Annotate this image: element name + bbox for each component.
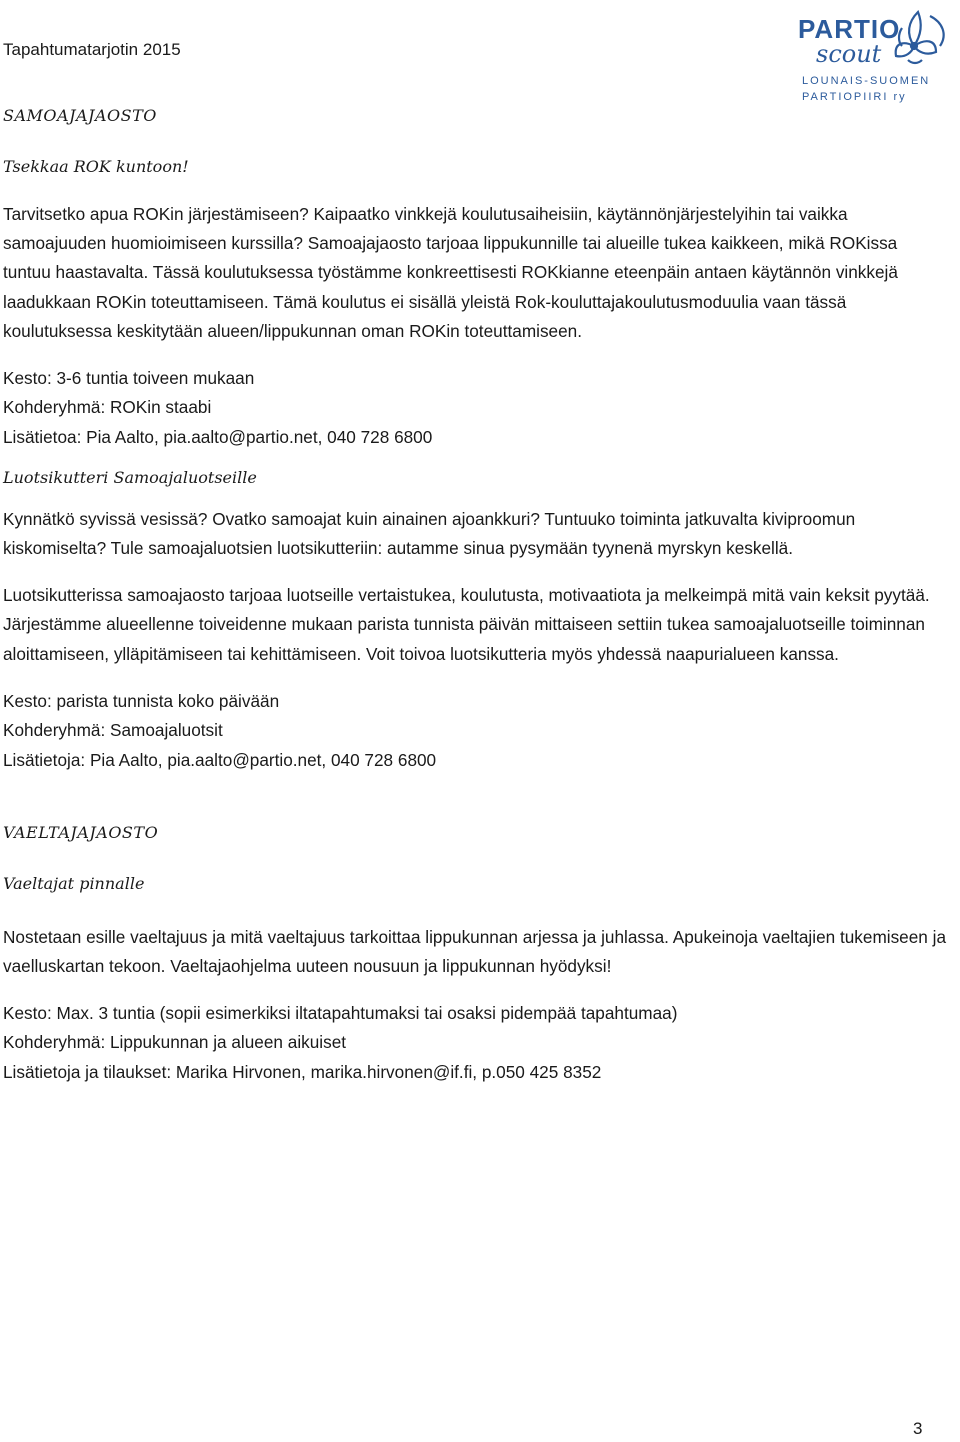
logo-district-text: PARTIOPIIRI ry <box>802 91 907 103</box>
rok-title: Tsekkaa ROK kuntoon! <box>3 156 189 176</box>
pinnalle-duration: Kesto: Max. 3 tuntia (sopii esimerkiksi iltatapahtumaksi tai osaksi pidempää tapahtumaa) <box>3 1002 678 1023</box>
pinnalle-target-group: Kohderyhmä: Lippukunnan ja alueen aikuiset <box>3 1032 347 1053</box>
luotsi-description-1: Kynnätkö syvissä vesissä? Ovatko samoajat kuin ainainen ajoankkuri? Tuntuuko toiminta jatkuvalta kiviproomun kiskomiselta? Tule samoajaluotsien luotsikutteriin: autamme sinua pysymään tyynenä myrskyn keskellä. <box>3 508 856 559</box>
luotsi-target-group: Kohderyhmä: Samoajaluotsit <box>3 720 223 741</box>
vaeltaja-section-title: VAELTAJAJAOSTO <box>3 823 159 843</box>
samoaja-section-title: SAMOAJAJAOSTO <box>3 106 157 125</box>
luotsi-contact: Lisätietoja: Pia Aalto, pia.aalto@partio.net, 040 728 6800 <box>3 749 437 770</box>
page-number: 3 <box>913 1419 923 1438</box>
luotsi-description-2: Luotsikutterissa samoajaosto tarjoaa luotseille vertaistukea, koulutusta, motivaatiota ja melkeimpä mitä vain keksit pyytää. Järjestämme alueellenne toiveidenne mukaan parista tunnista päivän mittaiseen settiin tukea samoajaluotseille toiminnan aloittamiseen, ylläpitämiseen tai kehittämiseen. Voit toivoa luotsikutteria myös yhdessä naapurialueen kanssa. <box>3 584 930 664</box>
document-header-title: Tapahtumatarjotin 2015 <box>3 40 181 59</box>
logo-partio-text: PARTIO <box>798 14 901 44</box>
pinnalle-contact: Lisätietoja ja tilaukset: Marika Hirvonen, marika.hirvonen@if.fi, p.050 425 8352 <box>3 1061 602 1082</box>
partio-scout-logo <box>790 4 956 108</box>
luotsi-title: Luotsikutteri Samoajaluotseille <box>3 468 257 488</box>
rok-description: Tarvitsetko apua ROKin järjestämiseen? Kaipaatko vinkkejä koulutusaiheisiin, käytännönjärjestelyihin tai vaikka samoajuuden huomioimiseen kurssilla? Samoajajaosto tarjoaa lippukunnille tai alueille tukea kaikkeen, mikä ROKissa tuntuu haastavalta. Tässä koulutuksessa työstämme konkreettisesti ROKkianne eteenpäin antaen käytännön vinkkejä laadukkaan ROKin toteuttamiseen. Tämä koulutus ei sisällä yleistä Rok-kouluttajakoulutusmoduulia vaan tässä koulutuksessa keskitytään alueen/lippukunnan oman ROKin toteuttamiseen. <box>3 203 898 342</box>
document-body <box>3 98 948 1087</box>
logo-scout-text: scout <box>816 40 882 68</box>
rok-contact: Lisätietoa: Pia Aalto, pia.aalto@partio.net, 040 728 6800 <box>3 426 433 447</box>
rok-duration: Kesto: 3-6 tuntia toiveen mukaan <box>3 367 255 388</box>
pinnalle-title: Vaeltajat pinnalle <box>3 874 145 894</box>
rok-details <box>3 364 948 453</box>
pinnalle-description: Nostetaan esille vaeltajuus ja mitä vaeltajuus tarkoittaa lippukunnan arjessa ja juhlassa. Apukeinoja vaeltajien tukemiseen ja vaelluskartan tekoon. Vaeltajaohjelma uuteen nousuun ja lippukunnan hyödyksi! <box>3 927 947 977</box>
luotsi-details <box>3 687 948 776</box>
lily-emblem-icon <box>896 12 944 63</box>
logo-region-text: LOUNAIS-SUOMEN <box>802 75 931 87</box>
rok-target-group: Kohderyhmä: ROKin staabi <box>3 397 212 418</box>
pinnalle-details <box>3 999 948 1088</box>
luotsi-duration: Kesto: parista tunnista koko päivään <box>3 690 280 711</box>
